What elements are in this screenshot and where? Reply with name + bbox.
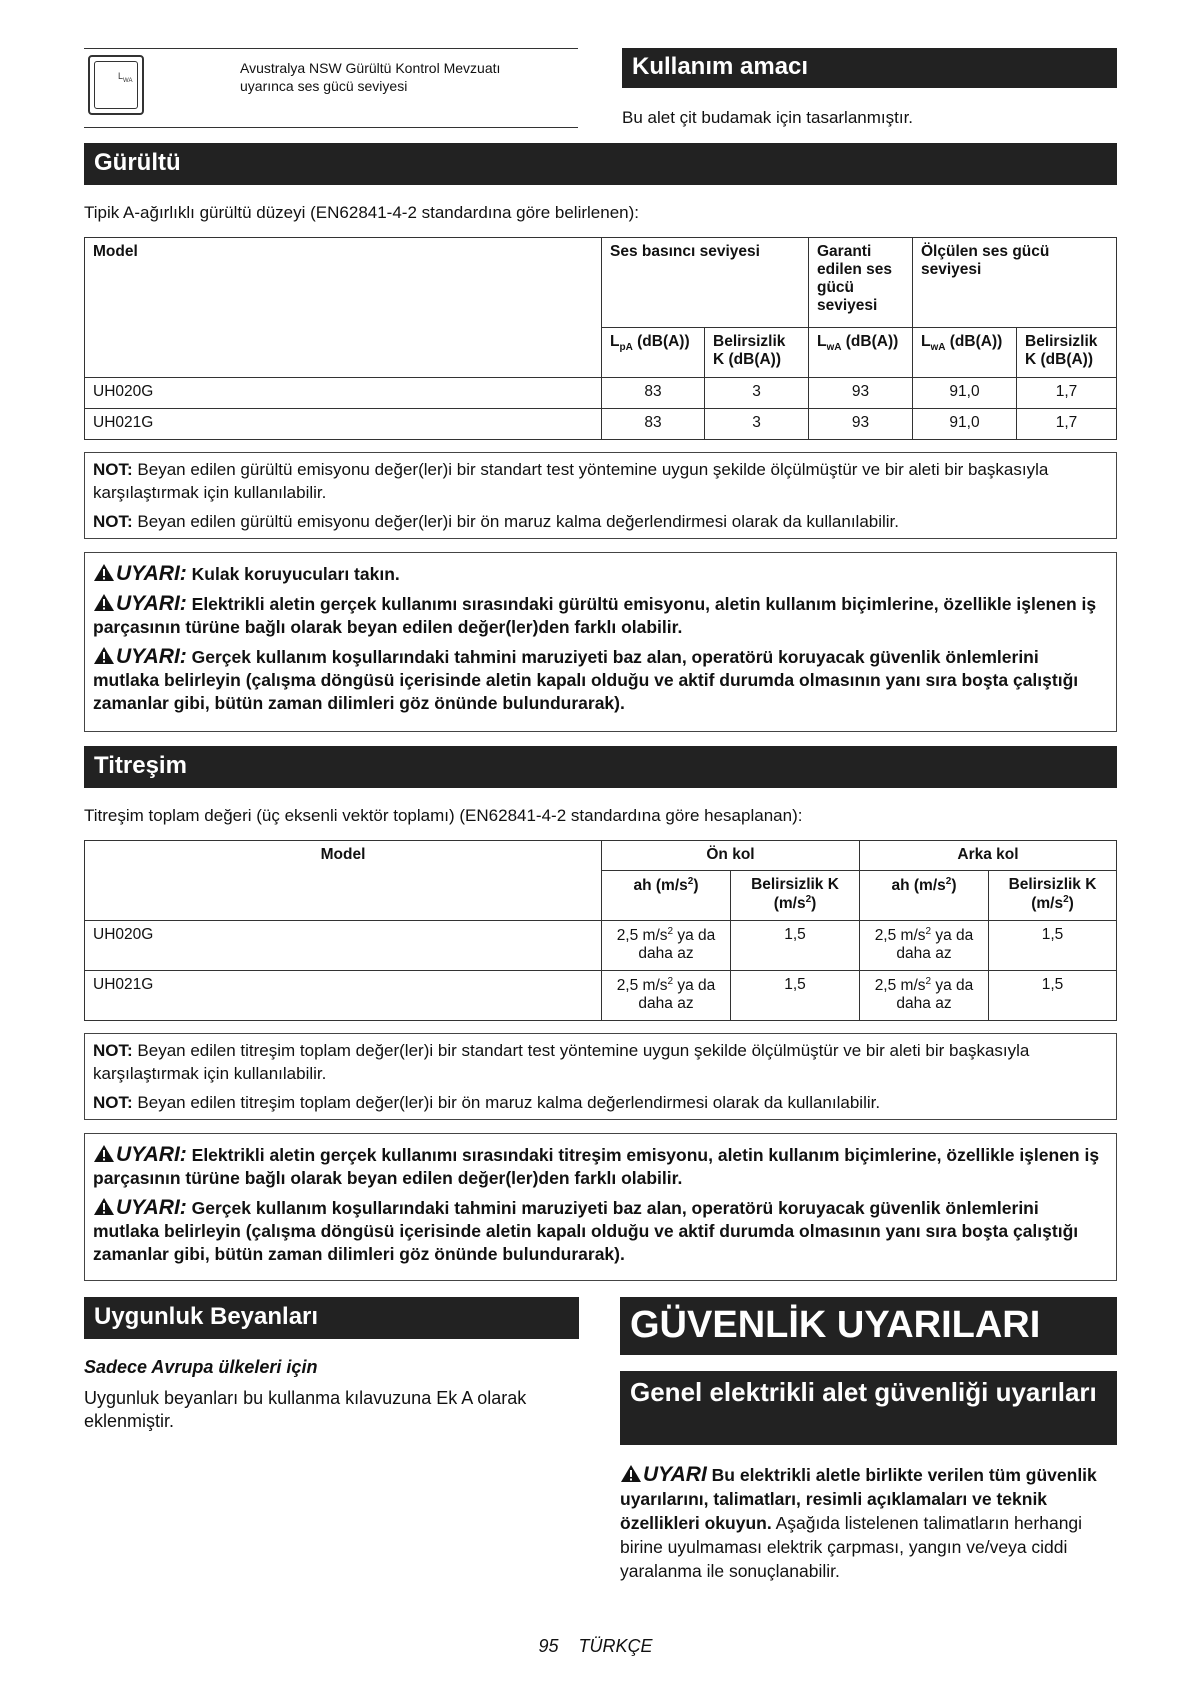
warning-icon [93, 1197, 115, 1216]
warning-icon [93, 593, 115, 612]
noise-warning-3: UYARI: Gerçek kullanım koşullarındaki tahmini maruziyeti baz alan, operatörü koruyacak güvenlik önlemlerini mutlaka belirleyin (çalışma döngüsü içerisinde aletin kapalı olduğu ve aktif durumda olmasının yanı sıra boşta çalıştığı zamanlar gibi, bütün zaman dilimleri göz önünde bulundurarak). [93, 645, 1079, 713]
vibration-table [84, 840, 1117, 1021]
noise-warnings [84, 552, 1117, 732]
page-number: 95 [538, 1636, 559, 1656]
vib-h-ah1: ah $(m/s^2)$ [602, 871, 731, 921]
vib-h-rear: Arka kol [860, 841, 1117, 871]
conformity-title: Uygunluk Beyanları [84, 1297, 579, 1339]
table-row: UH021G 83 3 93 91,0 1,7 [85, 409, 1117, 440]
noise-h-unc2: Belirsizlik K (dB(A)) [1017, 328, 1117, 378]
vib-h-model: Model [85, 841, 602, 921]
noise-table [84, 237, 1117, 440]
warning-icon [93, 646, 115, 665]
noise-warning-1: UYARI: Kulak koruyucuları takın. [93, 562, 1108, 586]
noise-h-pressure: Ses basıncı seviyesi [602, 238, 809, 328]
safety-title: GÜVENLİK UYARILARI [620, 1297, 1117, 1355]
lwa-section [84, 48, 578, 128]
noise-notes [84, 452, 1117, 539]
table-row: UH020G 2,5 $m/s^2$ ya da daha az 1,5 2,5 $m/s^2$ ya da daha az 1,5 [85, 921, 1117, 971]
noise-intro: Tipik A-ağırlıklı gürültü düzeyi (EN62841-4-2 standardına göre belirlenen): [84, 203, 639, 222]
lwa-text-line1: Avustralya NSW Gürültü Kontrol Mevzuatı [240, 60, 501, 76]
noise-note-2: NOT: Beyan edilen gürültü emisyonu değer(ler)i bir ön maruz kalma değerlendirmesi olarak da kullanılabilir. [93, 512, 899, 531]
table-row: UH020G 83 3 93 91,0 1,7 [85, 378, 1117, 409]
vibration-notes [84, 1033, 1117, 1120]
vibration-warning-1: UYARI: Elektrikli aletin gerçek kullanımı sırasındaki titreşim emisyonu, aletin kullanım biçimlerine, özellikle işlenen iş parçasının türüne bağlı olarak beyan edilen değer(ler)den farklı olabilir. [93, 1143, 1100, 1188]
conformity-text: Uygunluk beyanları bu kullanma kılavuzuna Ek A olarak eklenmiştir. [84, 1388, 527, 1431]
vibration-title: Titreşim [84, 746, 1117, 788]
noise-h-lpa: $L_{pA}$ (dB(A)) [602, 328, 705, 378]
conformity-subtitle: Sadece Avrupa ülkeleri için [84, 1357, 318, 1377]
noise-title: Gürültü [84, 143, 1117, 185]
noise-h-unc1: Belirsizlik K (dB(A)) [705, 328, 809, 378]
vib-h-unc2: Belirsizlik K $(m/s^2)$ [989, 871, 1117, 921]
table-row: UH021G 2,5 $m/s^2$ ya da daha az 1,5 2,5 $m/s^2$ ya da daha az 1,5 [85, 971, 1117, 1021]
lwa-text-line2: uyarınca ses gücü seviyesi [240, 78, 408, 94]
noise-h-guaranteed: Garanti edilen ses gücü seviyesi [809, 238, 913, 328]
warning-icon [93, 1144, 115, 1163]
noise-h-measured: Ölçülen ses gücü seviyesi [913, 238, 1117, 328]
noise-h-lwa2: $L_{wA}$ (dB(A)) [913, 328, 1017, 378]
page-footer [0, 1636, 1191, 1657]
vibration-intro: Titreşim toplam değeri (üç eksenli vektör toplamı) (EN62841-4-2 standardına göre hesaplanan): [84, 806, 803, 825]
lwa-icon: $L_{WA}$ [88, 55, 144, 115]
noise-warning-2: UYARI: Elektrikli aletin gerçek kullanımı sırasındaki gürültü emisyonu, aletin kullanım biçimlerine, özellikle işlenen iş parçasının türüne bağlı olarak beyan edilen değer(ler)den farklı olabilir. [93, 592, 1097, 637]
purpose-text: Bu alet çit budamak için tasarlanmıştır. [622, 108, 914, 127]
warning-icon [620, 1464, 642, 1483]
vibration-note-2: NOT: Beyan edilen titreşim toplam değer(ler)i bir ön maruz kalma değerlendirmesi olarak da kullanılabilir. [93, 1093, 881, 1112]
noise-h-lwa: $L_{wA}$ (dB(A)) [809, 328, 913, 378]
purpose-title: Kullanım amacı [622, 48, 1117, 88]
vib-h-front: Ön kol [602, 841, 860, 871]
vibration-note-1: NOT: Beyan edilen titreşim toplam değer(ler)i bir standart test yöntemine uygun şekilde ölçülmüştür ve bir aleti bir başkasıyla karşılaştırmak için kullanılabilir. [93, 1041, 1030, 1083]
safety-warning: UYARI Bu elektrikli aletle birlikte verilen tüm güvenlik uyarılarını, talimatları, resimli açıklamaları ve teknik özellikleri okuyun. Aşağıda listelenen talimatların herhangi birine uyulmaması elektrik çarpması, yangın ve/veya ciddi yaralanma ile sonuçlanabilir. [620, 1463, 1097, 1581]
vibration-warning-2: UYARI: Gerçek kullanım koşullarındaki tahmini maruziyeti baz alan, operatörü koruyacak güvenlik önlemlerini mutlaka belirleyin (çalışma döngüsü içerisinde aletin kapalı olduğu ve aktif durumda olmasının yanı sıra boşta çalıştığı zamanlar gibi, bütün zaman dilimleri göz önünde bulundurarak). [93, 1196, 1079, 1264]
page-language: TÜRKÇE [578, 1636, 653, 1656]
vib-h-unc1: Belirsizlik K $(m/s^2)$ [731, 871, 860, 921]
noise-note-1: NOT: Beyan edilen gürültü emisyonu değer(ler)i bir standart test yöntemine uygun şekilde ölçülmüştür ve bir aleti bir başkasıyla karşılaştırmak için kullanılabilir. [93, 460, 1049, 502]
vib-h-ah2: ah $(m/s^2)$ [860, 871, 989, 921]
vibration-warnings [84, 1133, 1117, 1281]
warning-icon [93, 563, 115, 582]
safety-subtitle: Genel elektrikli alet güvenliği uyarıları [620, 1371, 1117, 1445]
noise-h-model: Model [85, 238, 602, 378]
